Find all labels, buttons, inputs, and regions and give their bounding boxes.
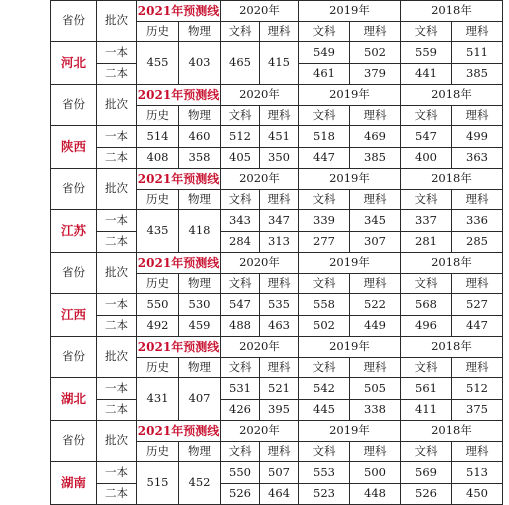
batch-label: 一本 [97,462,137,484]
prediction-header: 2021年预测线 [137,85,221,106]
pred-history: 431 [137,378,179,421]
science-header: 理科 [350,189,401,210]
province-name: 陕西 [51,126,97,169]
year-2019-header: 2019年 [299,253,401,274]
table-row [51,126,503,148]
province-name: 江西 [51,294,97,337]
table-row [51,42,503,64]
pred-history: 492 [137,315,179,337]
year-2020-header: 2020年 [221,85,299,106]
province-name: 湖南 [51,462,97,505]
arts-header: 文科 [221,357,260,378]
score-2019-science: 522 [350,294,401,316]
score-2019-arts: 277 [299,231,350,253]
score-2020-arts: 284 [221,231,260,253]
score-2018-science: 527 [452,294,503,316]
score-2019-science: 385 [350,147,401,169]
score-2018-arts: 337 [401,210,452,232]
score-2019-arts: 553 [299,462,350,484]
year-2018-header: 2018年 [401,169,503,190]
batch-label: 二本 [97,147,137,169]
score-2020-arts: 465 [221,42,260,85]
score-2019-arts: 339 [299,210,350,232]
score-2018-science: 363 [452,147,503,169]
score-2020-science: 350 [260,147,299,169]
arts-header: 文科 [221,441,260,462]
score-2019-science: 448 [350,483,401,505]
physics-header: 物理 [179,21,221,42]
history-header: 历史 [137,357,179,378]
arts-header: 文科 [221,273,260,294]
science-header: 理科 [350,441,401,462]
score-2019-science: 500 [350,462,401,484]
header-row-years [51,253,503,274]
province-header: 省份 [51,169,97,210]
science-header: 理科 [350,21,401,42]
pred-physics: 459 [179,315,221,337]
batch-label: 二本 [97,231,137,253]
prediction-header: 2021年预测线 [137,1,221,22]
score-2020-arts: 343 [221,210,260,232]
header-row-years [51,85,503,106]
year-2018-header: 2018年 [401,337,503,358]
arts-header: 文科 [401,357,452,378]
year-2020-header: 2020年 [221,421,299,442]
science-header: 理科 [452,273,503,294]
arts-header: 文科 [401,189,452,210]
science-header: 理科 [260,189,299,210]
pred-history: 514 [137,126,179,148]
physics-header: 物理 [179,105,221,126]
history-header: 历史 [137,105,179,126]
score-2019-science: 338 [350,399,401,421]
province-header: 省份 [51,253,97,294]
province-name: 湖北 [51,378,97,421]
science-header: 理科 [350,105,401,126]
arts-header: 文科 [299,357,350,378]
score-2019-arts: 542 [299,378,350,400]
arts-header: 文科 [221,21,260,42]
batch-label: 一本 [97,42,137,64]
score-2020-arts: 550 [221,462,260,484]
province-header: 省份 [51,85,97,126]
batch-label: 一本 [97,294,137,316]
arts-header: 文科 [299,105,350,126]
science-header: 理科 [260,441,299,462]
score-2019-science: 307 [350,231,401,253]
score-2018-arts: 547 [401,126,452,148]
science-header: 理科 [260,21,299,42]
score-2020-science: 507 [260,462,299,484]
score-2019-arts: 518 [299,126,350,148]
batch-label: 二本 [97,63,137,85]
province-name: 江苏 [51,210,97,253]
prediction-header: 2021年预测线 [137,253,221,274]
arts-header: 文科 [221,105,260,126]
science-header: 理科 [452,441,503,462]
physics-header: 物理 [179,273,221,294]
pred-physics: 452 [179,462,221,505]
history-header: 历史 [137,273,179,294]
score-2018-arts: 561 [401,378,452,400]
science-header: 理科 [260,105,299,126]
score-2019-science: 379 [350,63,401,85]
batch-label: 一本 [97,378,137,400]
batch-label: 二本 [97,483,137,505]
arts-header: 文科 [299,21,350,42]
score-2020-arts: 526 [221,483,260,505]
score-2019-science: 345 [350,210,401,232]
score-2019-arts: 558 [299,294,350,316]
table-row [51,378,503,400]
pred-history: 435 [137,210,179,253]
batch-label: 二本 [97,399,137,421]
score-2020-science: 464 [260,483,299,505]
score-2018-arts: 400 [401,147,452,169]
score-2018-science: 447 [452,315,503,337]
score-2020-arts: 405 [221,147,260,169]
score-2018-science: 450 [452,483,503,505]
pred-physics: 403 [179,42,221,85]
table-row [51,147,503,169]
score-2018-arts: 281 [401,231,452,253]
table-row [51,315,503,337]
score-2020-science: 521 [260,378,299,400]
province-header: 省份 [51,337,97,378]
arts-header: 文科 [221,189,260,210]
score-2020-arts: 426 [221,399,260,421]
score-2019-arts: 447 [299,147,350,169]
score-2018-science: 512 [452,378,503,400]
science-header: 理科 [260,357,299,378]
year-2020-header: 2020年 [221,169,299,190]
year-2020-header: 2020年 [221,337,299,358]
score-2018-arts: 568 [401,294,452,316]
batch-header: 批次 [97,169,137,210]
arts-header: 文科 [401,273,452,294]
pred-history: 455 [137,42,179,85]
year-2020-header: 2020年 [221,253,299,274]
pred-physics: 358 [179,147,221,169]
score-2019-arts: 461 [299,63,350,85]
province-name: 河北 [51,42,97,85]
score-2020-arts: 531 [221,378,260,400]
batch-label: 二本 [97,315,137,337]
score-2018-arts: 441 [401,63,452,85]
score-2019-science: 469 [350,126,401,148]
score-2020-arts: 488 [221,315,260,337]
score-2020-science: 451 [260,126,299,148]
score-2019-arts: 549 [299,42,350,64]
score-2019-science: 502 [350,42,401,64]
arts-header: 文科 [401,105,452,126]
score-2018-arts: 496 [401,315,452,337]
score-2018-arts: 411 [401,399,452,421]
science-header: 理科 [452,105,503,126]
score-2020-science: 395 [260,399,299,421]
science-header: 理科 [452,21,503,42]
table-row [51,462,503,484]
physics-header: 物理 [179,189,221,210]
year-2019-header: 2019年 [299,337,401,358]
year-2019-header: 2019年 [299,421,401,442]
admission-score-table [50,0,503,505]
score-2019-arts: 523 [299,483,350,505]
arts-header: 文科 [401,441,452,462]
score-2020-science: 415 [260,42,299,85]
arts-header: 文科 [299,441,350,462]
header-row-years [51,1,503,22]
score-2020-science: 313 [260,231,299,253]
batch-label: 一本 [97,126,137,148]
score-2018-science: 385 [452,63,503,85]
score-2020-science: 347 [260,210,299,232]
pred-physics: 418 [179,210,221,253]
table-row [51,483,503,505]
header-row-years [51,337,503,358]
history-header: 历史 [137,21,179,42]
batch-header: 批次 [97,85,137,126]
science-header: 理科 [350,273,401,294]
score-2018-arts: 569 [401,462,452,484]
batch-label: 一本 [97,210,137,232]
pred-physics: 460 [179,126,221,148]
pred-physics: 407 [179,378,221,421]
science-header: 理科 [452,357,503,378]
score-2018-science: 336 [452,210,503,232]
pred-history: 408 [137,147,179,169]
score-table-sheet [50,0,502,505]
score-2019-science: 449 [350,315,401,337]
year-2018-header: 2018年 [401,421,503,442]
score-2019-arts: 502 [299,315,350,337]
header-row-years [51,169,503,190]
score-2020-science: 535 [260,294,299,316]
arts-header: 文科 [401,21,452,42]
score-2018-science: 511 [452,42,503,64]
pred-physics: 530 [179,294,221,316]
score-2020-arts: 512 [221,126,260,148]
score-2018-science: 499 [452,126,503,148]
table-row [51,231,503,253]
science-header: 理科 [260,273,299,294]
year-2019-header: 2019年 [299,85,401,106]
province-header: 省份 [51,1,97,42]
prediction-header: 2021年预测线 [137,337,221,358]
year-2020-header: 2020年 [221,1,299,22]
prediction-header: 2021年预测线 [137,169,221,190]
table-row [51,294,503,316]
batch-header: 批次 [97,421,137,462]
province-header: 省份 [51,421,97,462]
batch-header: 批次 [97,337,137,378]
score-2018-science: 285 [452,231,503,253]
pred-history: 515 [137,462,179,505]
score-2018-arts: 526 [401,483,452,505]
pred-history: 550 [137,294,179,316]
physics-header: 物理 [179,357,221,378]
batch-header: 批次 [97,253,137,294]
history-header: 历史 [137,441,179,462]
year-2019-header: 2019年 [299,1,401,22]
score-2018-arts: 559 [401,42,452,64]
history-header: 历史 [137,189,179,210]
score-2019-science: 505 [350,378,401,400]
year-2018-header: 2018年 [401,253,503,274]
science-header: 理科 [452,189,503,210]
table-row [51,399,503,421]
header-row-years [51,421,503,442]
arts-header: 文科 [299,189,350,210]
arts-header: 文科 [299,273,350,294]
table-row [51,210,503,232]
science-header: 理科 [350,357,401,378]
score-2018-science: 513 [452,462,503,484]
year-2018-header: 2018年 [401,1,503,22]
physics-header: 物理 [179,441,221,462]
score-2020-arts: 547 [221,294,260,316]
year-2019-header: 2019年 [299,169,401,190]
score-2018-science: 375 [452,399,503,421]
score-2019-arts: 445 [299,399,350,421]
year-2018-header: 2018年 [401,85,503,106]
prediction-header: 2021年预测线 [137,421,221,442]
score-2020-science: 463 [260,315,299,337]
batch-header: 批次 [97,1,137,42]
